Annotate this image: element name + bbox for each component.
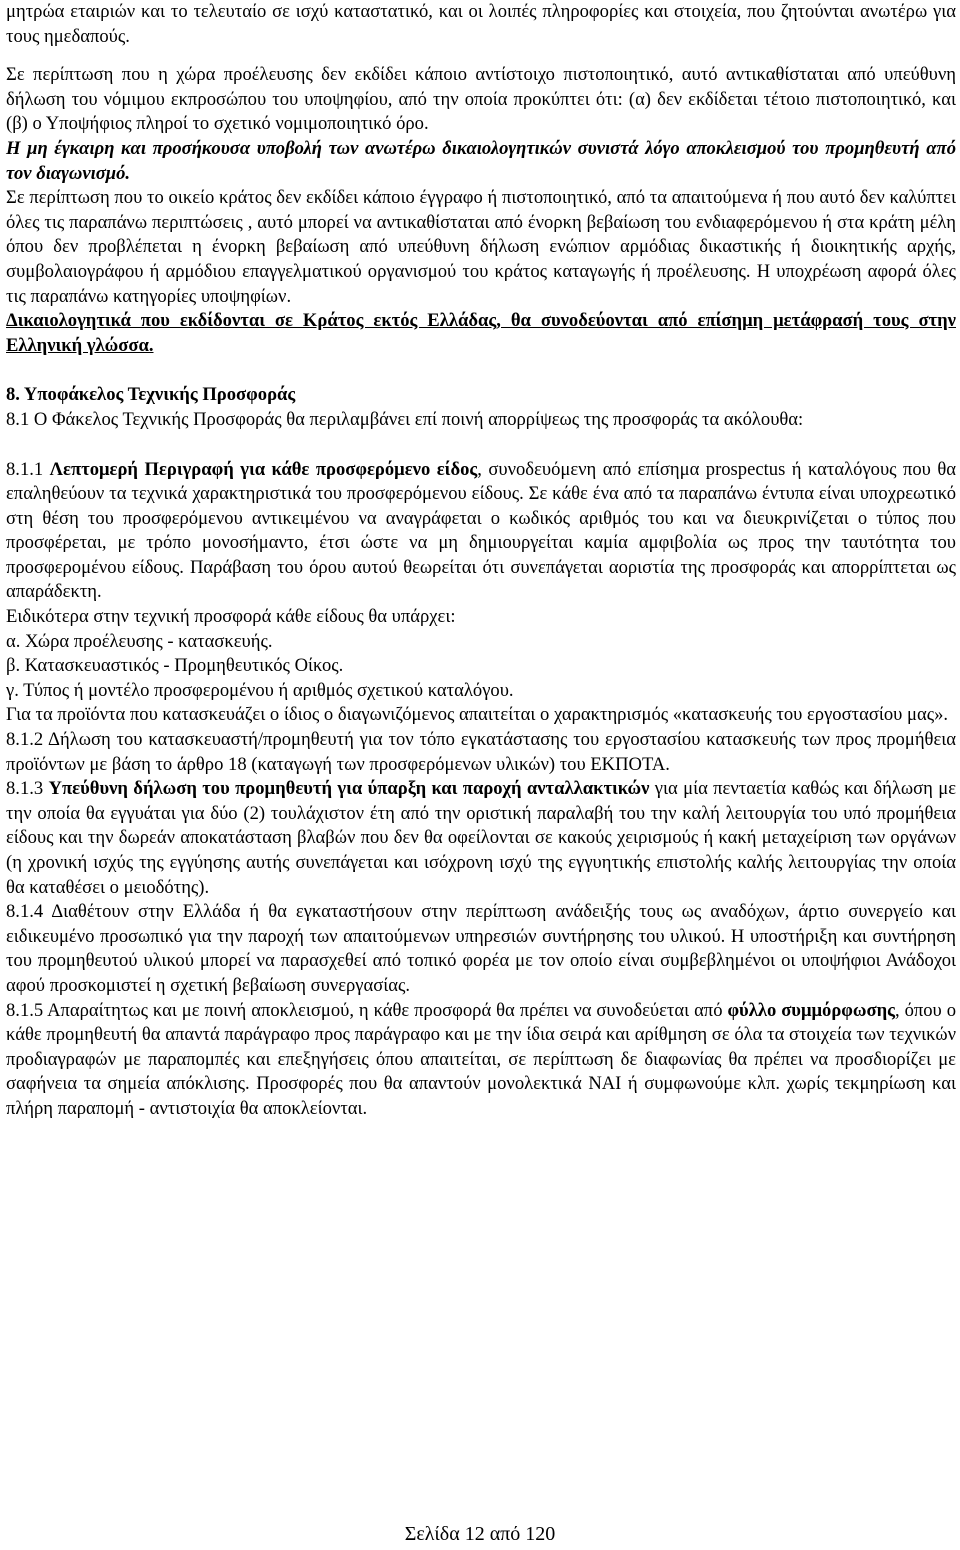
sworn-statement-paragraph: Σε περίπτωση που το οικείο κράτος δεν εκδίδει κάποιο έγγραφο ή πιστοποιητικό, από τα απαιτούμενα ή που αυτό δεν καλύπτει όλες τις παραπάνω περιπτώσεις , αυτό μπορεί να αντικαθίσταται από ένορκη βεβαίωση του ενδιαφερόμενου ή στα κράτη μέλη όπου δεν προβλέπεται η ένορκη βεβαίωση από υπεύθυνη δήλωση ενώπιον αρμόδιας δικαστικής ή διοικητικής αρχής, συμβολαιογράφου ή αρμόδιου επαγγελματικού οργανισμού του κράτος καταγωγής ή προέλευσης. Η υποχρέωση αφορά όλες τις παραπάνω κατηγορίες υποψηφίων.	[6, 187, 956, 307]
item-8-1-5	[6, 999, 956, 1122]
specifically-paragraph: Ειδικότερα στην τεχνική προσφορά κάθε είδους θα υπάρχει:	[6, 606, 456, 628]
translation-requirement: Δικαιολογητικά που εκδίδονται σε Κράτος εκτός Ελλάδας, θα συνοδεύονται από επίσημη μετάφρασή τους στην Ελληνική γλώσσα.	[6, 310, 956, 356]
item-text: για μία πενταετία καθώς και δήλωση με την οποία θα εγγυάται για δύο (2) τουλάχιστον έτη από την οριστική παραλαβή του την καλή λειτουργία του υπό προμήθεια είδους και την δωρεάν αποκατάσταση βλαβών που δεν θα οφείλονται σε κακούς χειρισμούς ή κακή μεταχείριση των οργάνων (η χρονική ισχύς της εγγύησης αυτής συνεπάγεται και ισόχρονη ισχύ της εγγυητικής επιστολής καλής λειτουργίας την οποία θα καταθέσει ο μειοδότης).	[6, 778, 956, 898]
item-bold-term: φύλλο συμμόρφωσης	[727, 999, 895, 1021]
products-paragraph: Για τα προϊόντα που κατασκευάζει ο ίδιος ο διαγωνιζόμενος απαιτείται ο χαρακτηρισμός «κατασκευής του εργοστασίου μας».	[6, 704, 949, 726]
item-number: 8.1.1	[6, 458, 50, 480]
item-number: 8.1.3	[6, 778, 49, 800]
item-8-1-4: 8.1.4 Διαθέτουν στην Ελλάδα ή θα εγκαταστήσουν στην περίπτωση ανάδειξής τους ως αναδόχων, άρτιο συνεργείο και ειδικευμένο προσωπικό για την παροχή των απαιτούμενων υπηρεσιών συντήρησης του υλικού. Η υποστήριξη και συντήρηση του προμηθευτού υλικού μπορεί να παρασχεθεί από τοπικό φορέα με τον οποίο είναι συμβεβλημένοι οι υποψήφιοι Ανάδοχοι αφού προσκομιστεί η σχετική βεβαίωση συνεργασίας.	[6, 901, 956, 996]
item-text: , όπου ο κάθε προμηθευτή θα απαντά παράγραφο προς παράγραφο και με την ίδια σειρά και αρίθμηση σε όλα τα στοιχεία των τεχνικών προδιαγραφών με παραπομπές και επεξηγήσεις όπου απαιτείται, σε περίπτωση δε διαφωνίας θα πρέπει να προσδιορίζει με σαφήνεια τα σημεία απόκλισης. Προσφορές που θα απαντούν μονολεκτικά ΝΑΙ ή συμφωνούμε κλπ. χωρίς τεκμηρίωση και πλήρη παραπομή - αντιστοιχία θα αποκλείονται.	[6, 999, 956, 1119]
item-8-1-3	[6, 777, 956, 900]
list-item: β. Κατασκευαστικός - Προμηθευτικός Οίκος.	[6, 655, 344, 677]
country-certificate-paragraph: Σε περίπτωση που η χώρα προέλευσης δεν εκδίδει κάποιο αντίστοιχο πιστοποιητικό, αυτό αντικαθίσταται από υπεύθυνη δήλωση του νόμιμου εκπροσώπου του υποψηφίου, από την οποία προκύπτει ότι: (α) δεν εκδίδεται τέτοιο πιστοποιητικό, και (β) ο Υποψήφιος πληροί το σχετικό νομιμοποιητικό όρο.	[6, 64, 956, 135]
list-item: γ. Τύπος ή μοντέλο προσφερομένου ή αριθμός σχετικού καταλόγου.	[6, 679, 514, 701]
page-footer: Σελίδα 12 από 120	[404, 1523, 556, 1545]
item-8-1-1	[6, 458, 956, 606]
item-text: , συνοδευόμενη από επίσημα prospectus ή καταλόγους που θα επαληθεύουν τα τεχνικά χαρακτηριστικά του προσφερόμενου είδους. Σε κάθε ένα από τα παραπάνω έντυπα είναι υποχρεωτικό στη θέση του προσφερόμενου αντικειμένου να αναγράφεται ο κωδικός αριθμός του και να διευκρινίζεται ο τύπος που προσφέρεται, με τρόπο μονοσήμαντο, έτσι ώστε να μη δημιουργείται καμία αμφιβολία ως προς την ταυτότητα του προσφερομένου είδους. Παράβαση του όρου αυτού θεωρείται ότι συνεπάγεται αοριστία της προσφοράς και απορρίπτεται ως απαράδεκτη.	[6, 458, 957, 603]
exclusion-warning: Η μη έγκαιρη και προσήκουσα υποβολή των ανωτέρω δικαιολογητικών συνιστά λόγο αποκλεισμού του προμηθευτή από τον διαγωνισμό.	[6, 137, 956, 184]
section-heading: 8. Υποφάκελος Τεχνικής Προσφοράς	[6, 384, 296, 406]
item-bold-title: Λεπτομερή Περιγραφή για κάθε προσφερόμενο είδος	[49, 458, 478, 480]
intro-paragraph: μητρώα εταιριών και το τελευταίο σε ισχύ καταστατικό, και οι λοιπές πληροφορίες και στοιχεία, που ζητούνται ανωτέρω για τους ημεδαπούς.	[6, 1, 956, 47]
item-8-1-2: 8.1.2 Δήλωση του κατασκευαστή/προμηθευτή για τον τόπο εγκατάστασης του εργοστασίου κατασκευής των προς προμήθεια προϊόντων με βάση το άρθρο 18 (καταγωγή των προσφερόμενων υλικών) του ΕΚΠΟΤΑ.	[6, 729, 956, 775]
document-page	[6, 0, 956, 1122]
list-item: α. Χώρα προέλευσης - κατασκευής.	[6, 630, 273, 652]
section-8-1-paragraph: 8.1 Ο Φάκελος Τεχνικής Προσφοράς θα περιλαμβάνει επί ποινή απορρίψεως της προσφοράς τα ακόλουθα:	[6, 408, 804, 430]
item-bold-title: Υπεύθυνη δήλωση του προμηθευτή για ύπαρξη και παροχή ανταλλακτικών	[48, 778, 650, 800]
item-text-before: 8.1.5 Απαραίτητως και με ποινή αποκλεισμού, η κάθε προσφορά θα πρέπει να συνοδεύεται από	[6, 999, 728, 1021]
